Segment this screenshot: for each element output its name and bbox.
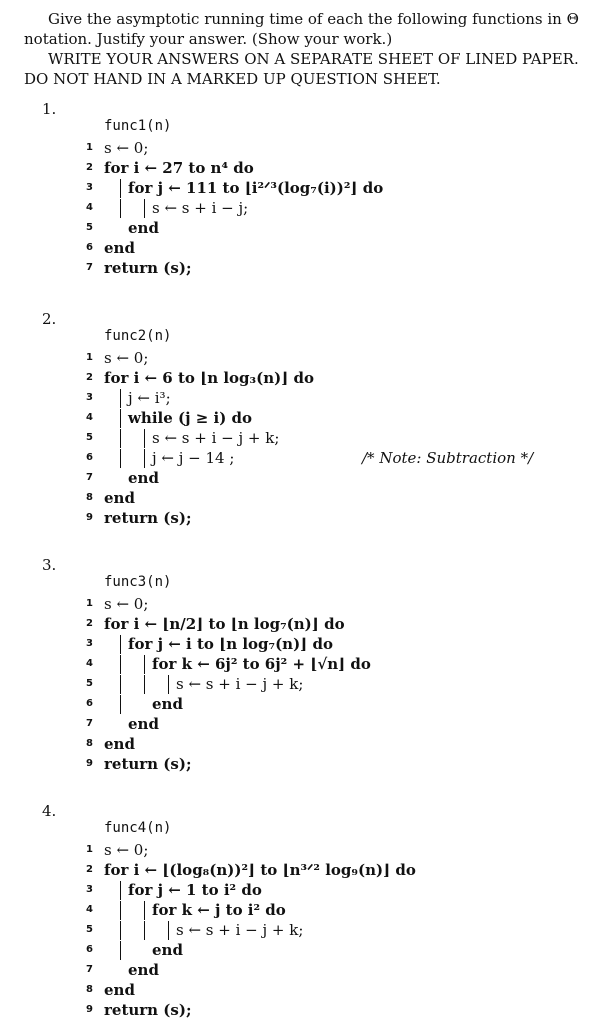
code-line xyxy=(0,900,600,920)
line-number: 5 xyxy=(86,678,93,689)
line-number: 8 xyxy=(86,738,93,749)
block-bar xyxy=(144,449,145,468)
code-line xyxy=(0,198,600,218)
code-text: for j ← i to ⌊n log₇(n)⌋ do xyxy=(128,635,333,653)
line-number: 4 xyxy=(86,904,93,915)
block-bar xyxy=(120,635,121,654)
line-number: 7 xyxy=(86,718,93,729)
code-text: while (j ≥ i) do xyxy=(128,409,253,427)
block-bar xyxy=(144,655,145,674)
line-number: 2 xyxy=(86,618,93,629)
block-bar xyxy=(120,655,121,674)
code-line xyxy=(0,754,600,774)
question-number: 2. xyxy=(42,310,57,328)
code-line xyxy=(0,860,600,880)
code-line xyxy=(0,258,600,278)
block-bar xyxy=(120,199,121,218)
code-comment: /* Note: Subtraction */ xyxy=(362,449,534,467)
block-bar xyxy=(120,901,121,920)
code-line xyxy=(0,634,600,654)
code-text: for i ← ⌊(log₈(n))²⌋ to ⌊n³ᐟ² log₉(n)⌋ do xyxy=(104,861,416,879)
code-line xyxy=(0,920,600,940)
block-bar xyxy=(168,675,169,694)
code-line xyxy=(0,734,600,754)
block-bar xyxy=(120,921,121,940)
code-line xyxy=(0,960,600,980)
code-text: s ← s + i − j + k; xyxy=(152,429,280,447)
block-bar xyxy=(120,695,121,714)
block-bar xyxy=(144,921,145,940)
block-bar xyxy=(120,449,121,468)
line-number: 4 xyxy=(86,658,93,669)
code-line xyxy=(0,348,600,368)
code-text: return (s); xyxy=(104,509,192,527)
code-text: end xyxy=(128,715,159,733)
code-text: for i ← 27 to n⁴ do xyxy=(104,159,254,177)
code-line xyxy=(0,238,600,258)
code-line xyxy=(0,594,600,614)
block-bar xyxy=(144,901,145,920)
line-number: 4 xyxy=(86,412,93,423)
code-text: for k ← j to i² do xyxy=(152,901,286,919)
question-number: 4. xyxy=(42,802,57,820)
code-line xyxy=(0,488,600,508)
instruction-line-1: Give the asymptotic running time of each the following functions in Θ notation. Justify your answer. (Show your work.) xyxy=(24,10,579,48)
code-line xyxy=(0,980,600,1000)
block-bar xyxy=(120,409,121,428)
code-line xyxy=(0,674,600,694)
code-line xyxy=(0,614,600,634)
line-number: 9 xyxy=(86,512,93,523)
code-text: return (s); xyxy=(104,755,192,773)
line-number: 5 xyxy=(86,924,93,935)
line-number: 5 xyxy=(86,222,93,233)
code-line xyxy=(0,880,600,900)
code-text: end xyxy=(104,735,135,753)
code-line xyxy=(0,158,600,178)
code-text: s ← s + i − j + k; xyxy=(176,921,304,939)
code-text: s ← 0; xyxy=(104,841,149,859)
code-text: return (s); xyxy=(104,1001,192,1019)
line-number: 3 xyxy=(86,182,93,193)
line-number: 3 xyxy=(86,884,93,895)
line-number: 9 xyxy=(86,1004,93,1015)
code-text: for i ← 6 to ⌊n log₃(n)⌋ do xyxy=(104,369,315,387)
line-number: 5 xyxy=(86,432,93,443)
line-number: 7 xyxy=(86,262,93,273)
block-bar xyxy=(120,179,121,198)
code-text: end xyxy=(152,941,183,959)
code-text: j ← i³; xyxy=(128,389,171,407)
function-name: func2(n) xyxy=(104,328,172,344)
code-text: s ← 0; xyxy=(104,595,149,613)
block-bar xyxy=(144,429,145,448)
question-number: 3. xyxy=(42,556,57,574)
block-bar xyxy=(120,675,121,694)
code-line xyxy=(0,408,600,428)
code-line xyxy=(0,840,600,860)
code-text: end xyxy=(128,219,159,237)
code-line xyxy=(0,388,600,408)
code-line xyxy=(0,428,600,448)
line-number: 6 xyxy=(86,698,93,709)
line-number: 7 xyxy=(86,472,93,483)
code-line xyxy=(0,694,600,714)
code-line xyxy=(0,508,600,528)
line-number: 2 xyxy=(86,372,93,383)
block-bar xyxy=(120,389,121,408)
code-text: j ← j − 14 ; xyxy=(152,449,235,467)
code-line xyxy=(0,448,600,468)
line-number: 8 xyxy=(86,984,93,995)
block-bar xyxy=(120,941,121,960)
code-line xyxy=(0,468,600,488)
instructions xyxy=(24,9,584,89)
line-number: 1 xyxy=(86,142,93,153)
code-line xyxy=(0,178,600,198)
code-line xyxy=(0,368,600,388)
code-text: for i ← ⌊n/2⌋ to ⌊n log₇(n)⌋ do xyxy=(104,615,345,633)
code-text: s ← s + i − j + k; xyxy=(176,675,304,693)
code-text: end xyxy=(104,489,135,507)
line-number: 3 xyxy=(86,392,93,403)
function-name: func1(n) xyxy=(104,118,172,134)
line-number: 6 xyxy=(86,452,93,463)
line-number: 2 xyxy=(86,162,93,173)
code-line xyxy=(0,654,600,674)
block-bar xyxy=(144,675,145,694)
block-bar xyxy=(120,429,121,448)
code-text: for k ← 6j² to 6j² + ⌊√n⌋ do xyxy=(152,655,371,673)
line-number: 2 xyxy=(86,864,93,875)
code-text: s ← 0; xyxy=(104,349,149,367)
code-text: end xyxy=(104,239,135,257)
code-text: end xyxy=(152,695,183,713)
code-text: end xyxy=(104,981,135,999)
code-text: return (s); xyxy=(104,259,192,277)
code-line xyxy=(0,940,600,960)
code-line xyxy=(0,218,600,238)
question-number: 1. xyxy=(42,100,57,118)
line-number: 6 xyxy=(86,944,93,955)
line-number: 3 xyxy=(86,638,93,649)
code-text: end xyxy=(128,961,159,979)
code-line xyxy=(0,1000,600,1020)
code-text: for j ← 1 to i² do xyxy=(128,881,262,899)
line-number: 1 xyxy=(86,598,93,609)
function-name: func3(n) xyxy=(104,574,172,590)
code-text: s ← s + i − j; xyxy=(152,199,249,217)
code-text: end xyxy=(128,469,159,487)
line-number: 1 xyxy=(86,844,93,855)
block-bar xyxy=(120,881,121,900)
instruction-line-2: WRITE YOUR ANSWERS ON A SEPARATE SHEET OF LINED PAPER. DO NOT HAND IN A MARKED UP QUESTION SHEET. xyxy=(24,50,579,88)
code-line xyxy=(0,138,600,158)
block-bar xyxy=(144,199,145,218)
code-text: for j ← 111 to ⌊i²ᐟ³(log₇(i))²⌋ do xyxy=(128,179,384,197)
line-number: 7 xyxy=(86,964,93,975)
function-name: func4(n) xyxy=(104,820,172,836)
block-bar xyxy=(168,921,169,940)
code-line xyxy=(0,714,600,734)
line-number: 1 xyxy=(86,352,93,363)
line-number: 6 xyxy=(86,242,93,253)
line-number: 9 xyxy=(86,758,93,769)
line-number: 4 xyxy=(86,202,93,213)
code-text: s ← 0; xyxy=(104,139,149,157)
line-number: 8 xyxy=(86,492,93,503)
